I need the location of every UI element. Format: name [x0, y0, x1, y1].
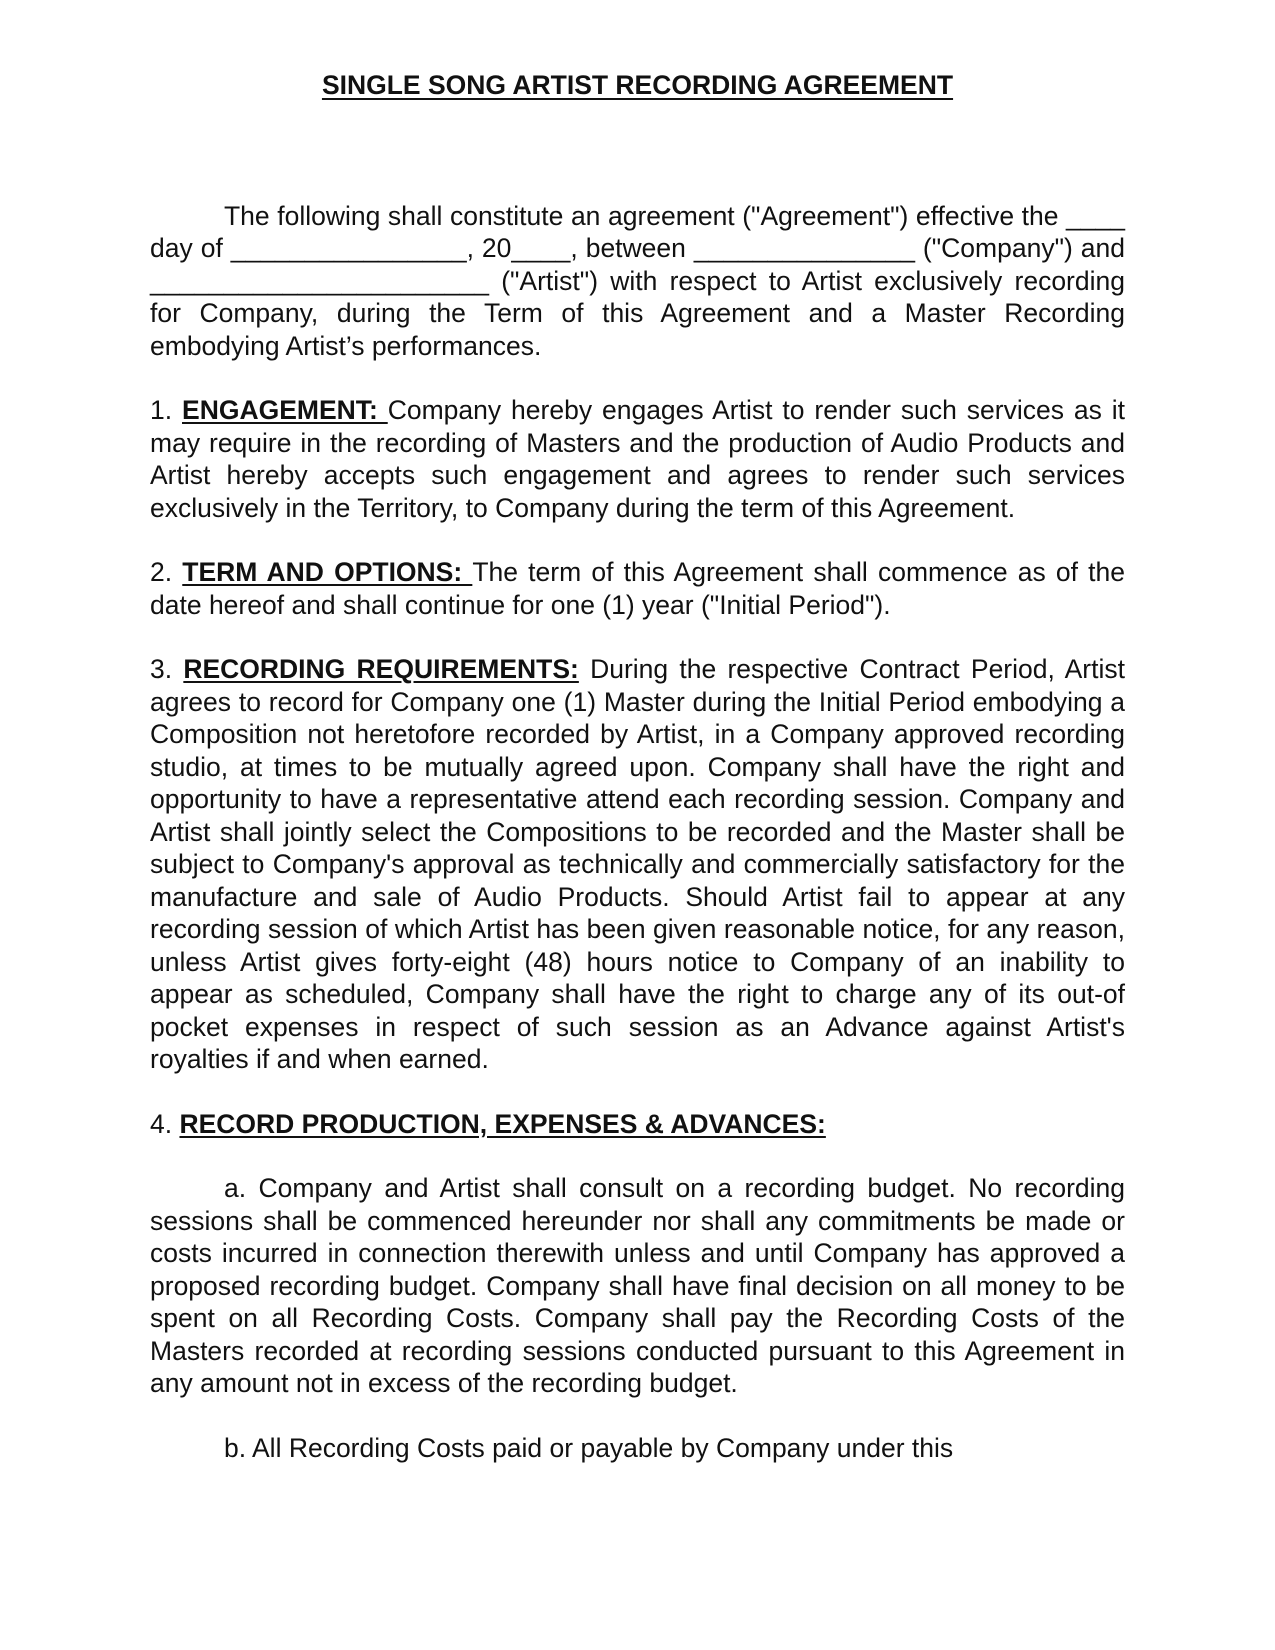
section-text: Company hereby engages Artist to render such services as it may require in the recording of Masters and the production of Audio Products and Artist hereby accepts such engagement and agrees to render such services exclusively in the Territory, to Company during the term of this Agreement.	[150, 395, 1125, 523]
document-page	[150, 70, 1125, 1464]
section-heading: RECORDING REQUIREMENTS:	[183, 654, 579, 685]
section-number: 4.	[150, 1108, 180, 1139]
section-number: 3.	[150, 654, 184, 685]
section-heading: TERM AND OPTIONS:	[182, 557, 473, 588]
section-text: The term of this Agreement shall commence as of the date hereof and shall continue for one (1) year ("Initial Period").	[150, 557, 1125, 620]
section-record-production	[150, 1108, 1125, 1141]
section-heading: RECORD PRODUCTION, EXPENSES & ADVANCES:	[179, 1108, 826, 1139]
subsection-b: b. All Recording Costs paid or payable by Company under this	[224, 1432, 954, 1463]
section-heading: ENGAGEMENT:	[182, 395, 388, 426]
section-engagement	[150, 394, 1125, 524]
section-number: 1.	[150, 395, 183, 426]
section-recording-requirements	[150, 653, 1125, 1076]
section-number: 2.	[150, 557, 183, 588]
section-term-and-options	[150, 556, 1125, 621]
intro-paragraph: The following shall constitute an agreement ("Agreement") effective the ____ day of ________________, 20____, between _______________ ("Company") and _______________________ ("Artist") with respect to Artist exclusively recording for Company, during the Term of this Agreement and a Master Recording embodying Artist’s performances.	[150, 200, 1125, 361]
section-text: During the respective Contract Period, Artist agrees to record for Company one (1) Master during the Initial Period embodying a Composition not heretofore recorded by Artist, in a Company approved recording studio, at times to be mutually agreed upon. Company shall have the right and opportunity to have a representative attend each recording session. Company and Artist shall jointly select the Compositions to be recorded and the Master shall be subject to Company's approval as technically and commercially satisfactory for the manufacture and sale of Audio Products. Should Artist fail to appear at any recording session of which Artist has been given reasonable notice, for any reason, unless Artist gives forty-eight (48) hours notice to Company of an inability to appear as scheduled, Company shall have the right to charge any of its out-of pocket expenses in respect of such session as an Advance against Artist's royalties if and when earned.	[150, 654, 1125, 1075]
subsection-a: a. Company and Artist shall consult on a recording budget. No recording sessions shall be commenced hereunder nor shall any commitments be made or costs incurred in connection therewith unless and until Company has approved a proposed recording budget. Company shall have final decision on all money to be spent on all Recording Costs. Company shall pay the Recording Costs of the Masters recorded at recording sessions conducted pursuant to this Agreement in any amount not in excess of the recording budget.	[150, 1173, 1125, 1399]
document-title: SINGLE SONG ARTIST RECORDING AGREEMENT	[321, 70, 954, 100]
